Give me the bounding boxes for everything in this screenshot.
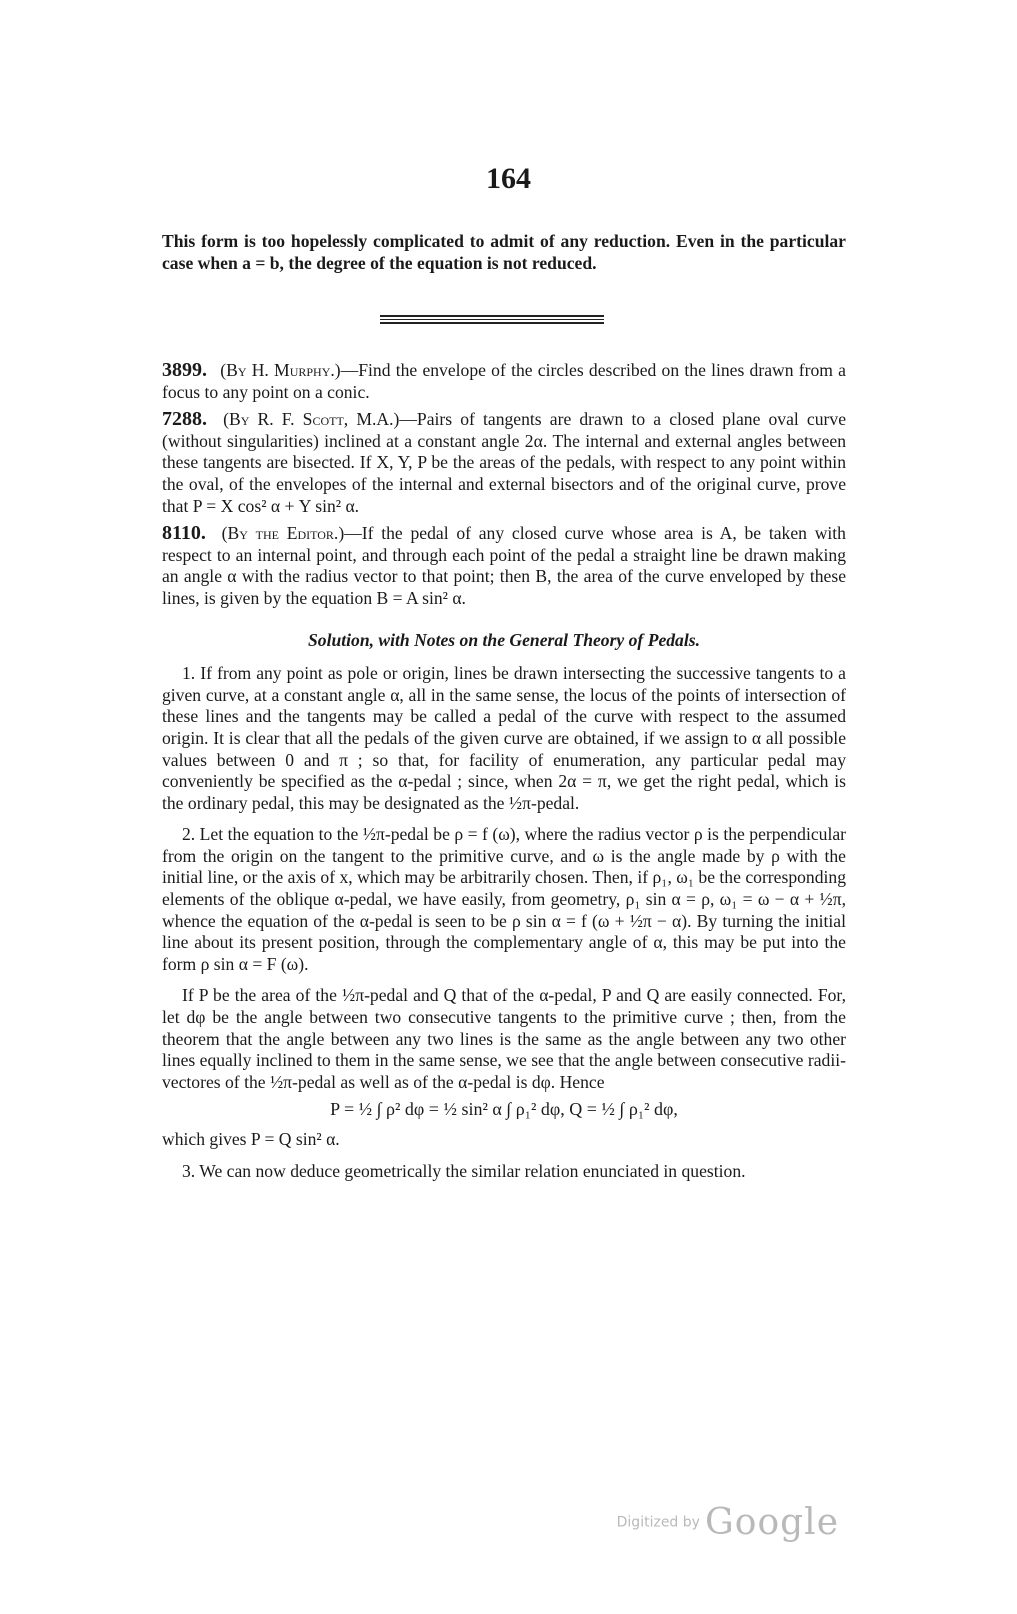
solution-paragraph-4: which gives P = Q sin² α. bbox=[162, 1129, 340, 1149]
solution-heading: Solution, with Notes on the General Theory of Pedals. bbox=[308, 629, 700, 650]
google-logo: Google bbox=[705, 1502, 839, 1543]
question-number: 8110. bbox=[162, 522, 206, 545]
question-text: —Pairs of tangents are drawn to a closed plane oval curve (without singularities) inclined at a constant angle 2α. The internal and external angles between these tangents are bisected. If X, Y, P be the areas of the pedals, with respect to any point within the oval, of the envelopes of the internal and external bisectors and of the original curve, prove that P = X cos² α + Y sin² α. bbox=[162, 409, 846, 516]
question-7288 bbox=[162, 409, 846, 517]
area-formula: P = ½ ∫ ρ² dφ = ½ sin² α ∫ ρ₁² dφ, Q = ½ ∫ ρ₁² dφ, bbox=[330, 1099, 678, 1120]
question-8110 bbox=[162, 523, 846, 609]
section-divider bbox=[380, 315, 604, 324]
question-text: —Find the envelope of the circles described on the lines drawn from a focus to any point on a conic. bbox=[162, 360, 846, 402]
question-author: (By H. Murphy.) bbox=[220, 360, 341, 380]
question-author: (By R. F. Scott, M.A.) bbox=[223, 409, 400, 430]
solution-paragraph-1: 1. If from any point as pole or origin, lines be drawn intersecting the successive tangents to a given curve, at a constant angle α, all in the same sense, the locus of the points of intersection of these lines and the tangents may be called a pedal of the curve with respect to the assumed origin. It is clear that all the pedals of the given curve are obtained, if we assign to α all possible values between 0 and π ; so that, for facility of enumeration, any particular pedal may conveniently be specified as the α-pedal ; since, when 2α = π, we get the right pedal, which is the ordinary pedal, this may be designated as the ½π-pedal. bbox=[162, 663, 846, 813]
page-number: 164 bbox=[486, 162, 531, 195]
solution-paragraph-2: 2. Let the equation to the ½π-pedal be ρ = f (ω), where the radius vector ρ is the perpendicular from the origin on the tangent to the primitive curve, and ω is the angle made by ρ with the initial line, or the axis of x, which may be arbitrarily chosen. Then, if ρ₁, ω₁ be the corresponding elements of the oblique α-pedal, we have easily, from geometry, ρ₁ sin α = ρ, ω₁ = ω − α + ½π, whence the equation of the α-pedal is seen to be ρ sin α = f (ω + ½π − α). By turning the initial line about its present position, through the complementary angle of α, this may be put into the form ρ sin α = F (ω). bbox=[162, 824, 846, 974]
intro-paragraph bbox=[162, 231, 846, 274]
intro-text: This form is too hopelessly complicated to admit of any reduction. Even in the particular case when a = b, the degree of the equation is not reduced. bbox=[162, 231, 846, 273]
digitized-watermark bbox=[617, 1502, 839, 1543]
question-number: 3899. bbox=[162, 359, 207, 381]
question-text: —If the pedal of any closed curve whose area is A, be taken with respect to an internal point, and through each point of the pedal a straight line be drawn making an angle α with the radius vector to that point; then B, the area of the curve enveloped by these lines, is given by the equation B = A sin² α. bbox=[162, 523, 846, 608]
solution-paragraph-3: If P be the area of the ½π-pedal and Q that of the α-pedal, P and Q are easily connected. For, let dφ be the angle between two consecutive tangents to the primitive curve ; then, from the theorem that the angle between any two lines is the same as the angle between any two other lines equally inclined to them in the same sense, we see that the angle between consecutive radii-vectores of the ½π-pedal as well as of the α-pedal is dφ. Hence bbox=[162, 985, 846, 1092]
solution-paragraph-5: 3. We can now deduce geometrically the similar relation enunciated in question. bbox=[182, 1160, 746, 1181]
question-3899 bbox=[162, 360, 846, 403]
watermark-prefix: Digitized by bbox=[616, 1514, 700, 1531]
questions-section bbox=[162, 360, 846, 1192]
question-author: (By the Editor.) bbox=[221, 523, 345, 544]
question-number: 7288. bbox=[162, 408, 207, 431]
